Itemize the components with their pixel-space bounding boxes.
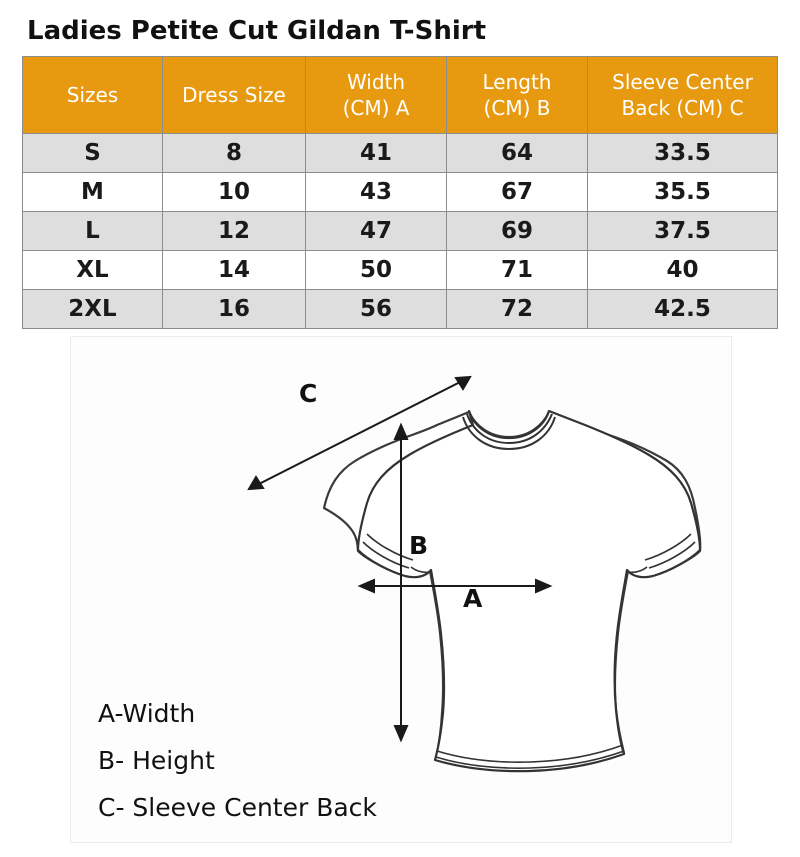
dimension-label-c: C <box>299 379 318 408</box>
table-header-row <box>23 57 778 134</box>
column-header-dress-size <box>163 57 306 134</box>
cell-length: 67 <box>447 173 588 212</box>
cell-width: 56 <box>306 290 447 329</box>
page-title: Ladies Petite Cut Gildan T-Shirt <box>27 16 486 46</box>
cell-dress-size: 8 <box>163 134 306 173</box>
cell-size: XL <box>23 251 163 290</box>
legend-item-height: B- Height <box>98 746 215 775</box>
cell-width: 47 <box>306 212 447 251</box>
cell-length: 71 <box>447 251 588 290</box>
column-header-sizes-line1: Sizes <box>66 83 119 107</box>
size-chart-table <box>22 56 778 329</box>
table-row <box>23 134 778 173</box>
column-header-length <box>447 57 588 134</box>
column-header-sleeve-line1: Sleeve Center <box>612 70 753 94</box>
cell-size: L <box>23 212 163 251</box>
column-header-width <box>306 57 447 134</box>
table-header <box>23 57 778 134</box>
diagram-legend <box>98 690 377 831</box>
dimension-label-b: B <box>409 531 429 560</box>
dimension-label-a: A <box>463 584 483 613</box>
cell-width: 50 <box>306 251 447 290</box>
cell-dress-size: 12 <box>163 212 306 251</box>
cell-dress-size: 14 <box>163 251 306 290</box>
cell-length: 72 <box>447 290 588 329</box>
table-row <box>23 173 778 212</box>
cell-sleeve-center-back: 42.5 <box>588 290 778 329</box>
column-header-width-line1: Width <box>346 70 406 94</box>
cell-length: 64 <box>447 134 588 173</box>
cell-size: S <box>23 134 163 173</box>
table-row <box>23 212 778 251</box>
legend-item-width: A-Width <box>98 699 196 728</box>
column-header-sizes <box>23 57 163 134</box>
cell-sleeve-center-back: 33.5 <box>588 134 778 173</box>
column-header-sleeve-center-back <box>588 57 778 134</box>
cell-sleeve-center-back: 37.5 <box>588 212 778 251</box>
column-header-length-line2: (CM) B <box>483 96 551 120</box>
cell-sleeve-center-back: 35.5 <box>588 173 778 212</box>
column-header-sleeve-line2: Back (CM) C <box>621 96 744 120</box>
column-header-width-line2: (CM) A <box>342 96 410 120</box>
cell-width: 41 <box>306 134 447 173</box>
column-header-dress-size-line1: Dress Size <box>182 83 286 107</box>
column-header-length-line1: Length <box>482 70 552 94</box>
legend-item-sleeve-center-back: C- Sleeve Center Back <box>98 793 377 822</box>
cell-dress-size: 16 <box>163 290 306 329</box>
cell-length: 69 <box>447 212 588 251</box>
cell-size: 2XL <box>23 290 163 329</box>
tshirt-body <box>358 411 700 771</box>
table-row <box>23 251 778 290</box>
cell-dress-size: 10 <box>163 173 306 212</box>
cell-size: M <box>23 173 163 212</box>
cell-sleeve-center-back: 40 <box>588 251 778 290</box>
table-row <box>23 290 778 329</box>
table-body <box>23 134 778 329</box>
cell-width: 43 <box>306 173 447 212</box>
